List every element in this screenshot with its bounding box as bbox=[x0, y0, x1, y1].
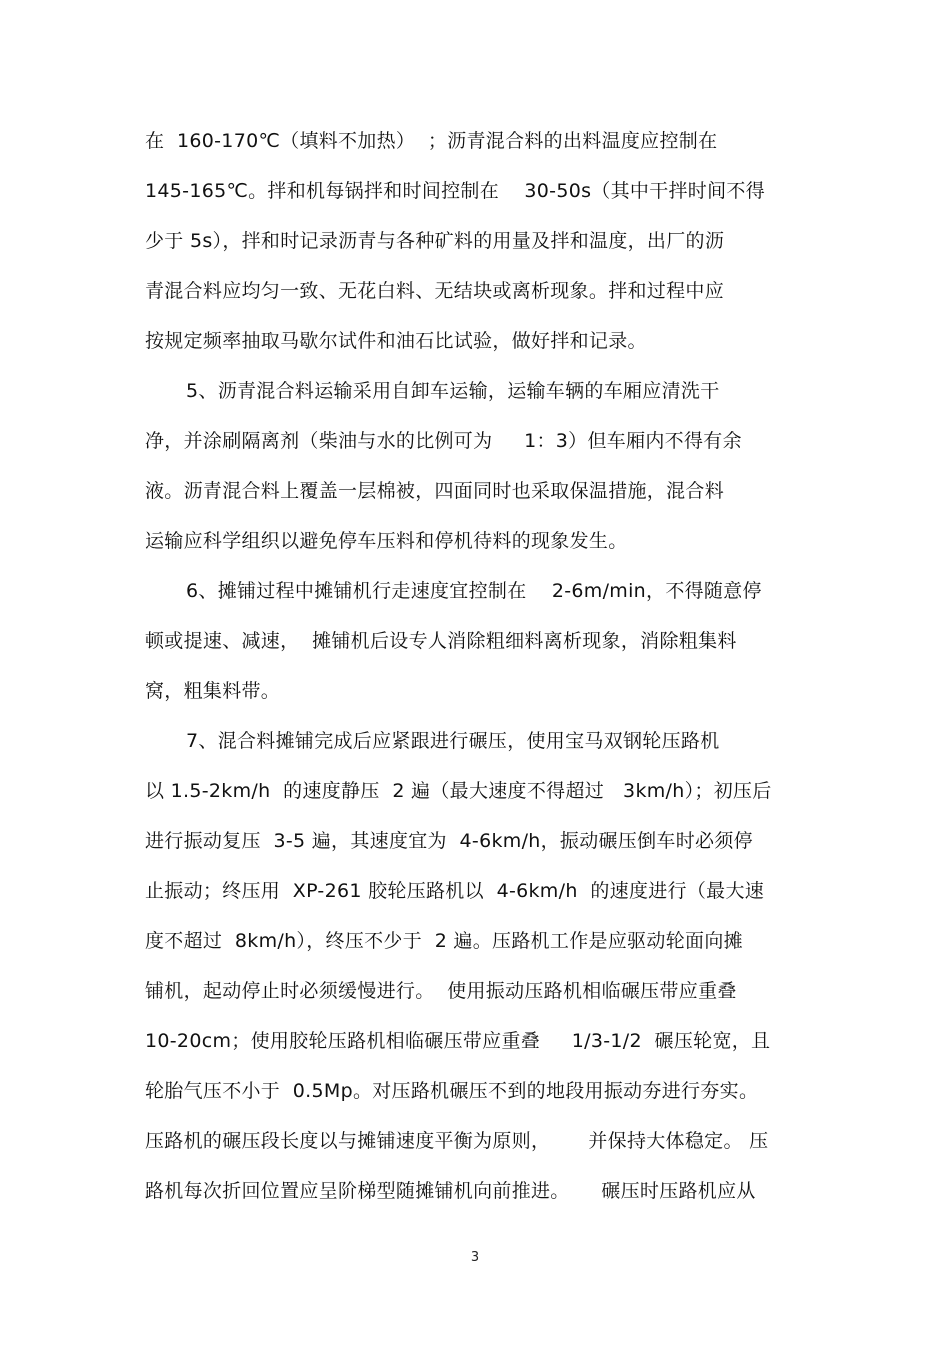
page-number: 3 bbox=[470, 1250, 480, 1265]
text-line: 路机每次折回位置应呈阶梯型随摊铺机向前推进。 碾压时压路机应从 bbox=[145, 1180, 756, 1202]
text-line: 青混合料应均匀一致、无花白料、无结块或离析现象。拌和过程中应 bbox=[145, 280, 725, 302]
text-line: 145-165℃。拌和机每锅拌和时间控制在 30-50s（其中干拌时间不得 bbox=[145, 180, 765, 202]
text-line: 按规定频率抽取马歇尔试件和油石比试验，做好拌和记录。 bbox=[145, 330, 647, 352]
text-line: 7、混合料摊铺完成后应紧跟进行碾压，使用宝马双钢轮压路机 bbox=[186, 730, 720, 752]
text-line: 6、摊铺过程中摊铺机行走速度宜控制在 2-6m/min，不得随意停 bbox=[186, 580, 762, 602]
text-line: 顿或提速、减速， 摊铺机后设专人消除粗细料离析现象，消除粗集料 bbox=[145, 630, 737, 652]
text-line: 窝，粗集料带。 bbox=[145, 680, 281, 702]
text-line: 10-20cm；使用胶轮压路机相临碾压带应重叠 1/3-1/2 碾压轮宽，且 bbox=[145, 1030, 771, 1052]
text-line: 度不超过 8km/h），终压不少于 2 遍。压路机工作是应驱动轮面向摊 bbox=[145, 930, 743, 952]
text-line: 在 160-170℃（填料不加热） ；沥青混合料的出料温度应控制在 bbox=[145, 130, 718, 152]
text-line: 5、沥青混合料运输采用自卸车运输，运输车辆的车厢应清洗干 bbox=[186, 380, 720, 402]
text-line: 净，并涂刷隔离剂（柴油与水的比例可为 1：3）但车厢内不得有余 bbox=[145, 430, 742, 452]
text-line: 以 1.5-2km/h 的速度静压 2 遍（最大速度不得超过 3km/h）；初压后 bbox=[145, 780, 772, 802]
text-line: 进行振动复压 3-5 遍，其速度宜为 4-6km/h，振动碾压倒车时必须停 bbox=[145, 830, 753, 852]
text-line: 压路机的碾压段长度以与摊铺速度平衡为原则， 并保持大体稳定。 压 bbox=[145, 1130, 769, 1152]
text-line: 液。沥青混合料上覆盖一层棉被，四面同时也采取保温措施，混合料 bbox=[145, 480, 725, 502]
text-line: 铺机，起动停止时必须缓慢进行。 使用振动压路机相临碾压带应重叠 bbox=[145, 980, 737, 1002]
text-line: 止振动；终压用 XP-261 胶轮压路机以 4-6km/h 的速度进行（最大速 bbox=[145, 880, 765, 902]
text-line: 轮胎气压不小于 0.5Mp。对压路机碾压不到的地段用振动夯进行夯实。 bbox=[145, 1080, 759, 1102]
text-line: 运输应科学组织以避免停车压料和停机待料的现象发生。 bbox=[145, 530, 628, 552]
text-line: 少于 5s），拌和时记录沥青与各种矿料的用量及拌和温度，出厂的沥 bbox=[145, 230, 725, 252]
